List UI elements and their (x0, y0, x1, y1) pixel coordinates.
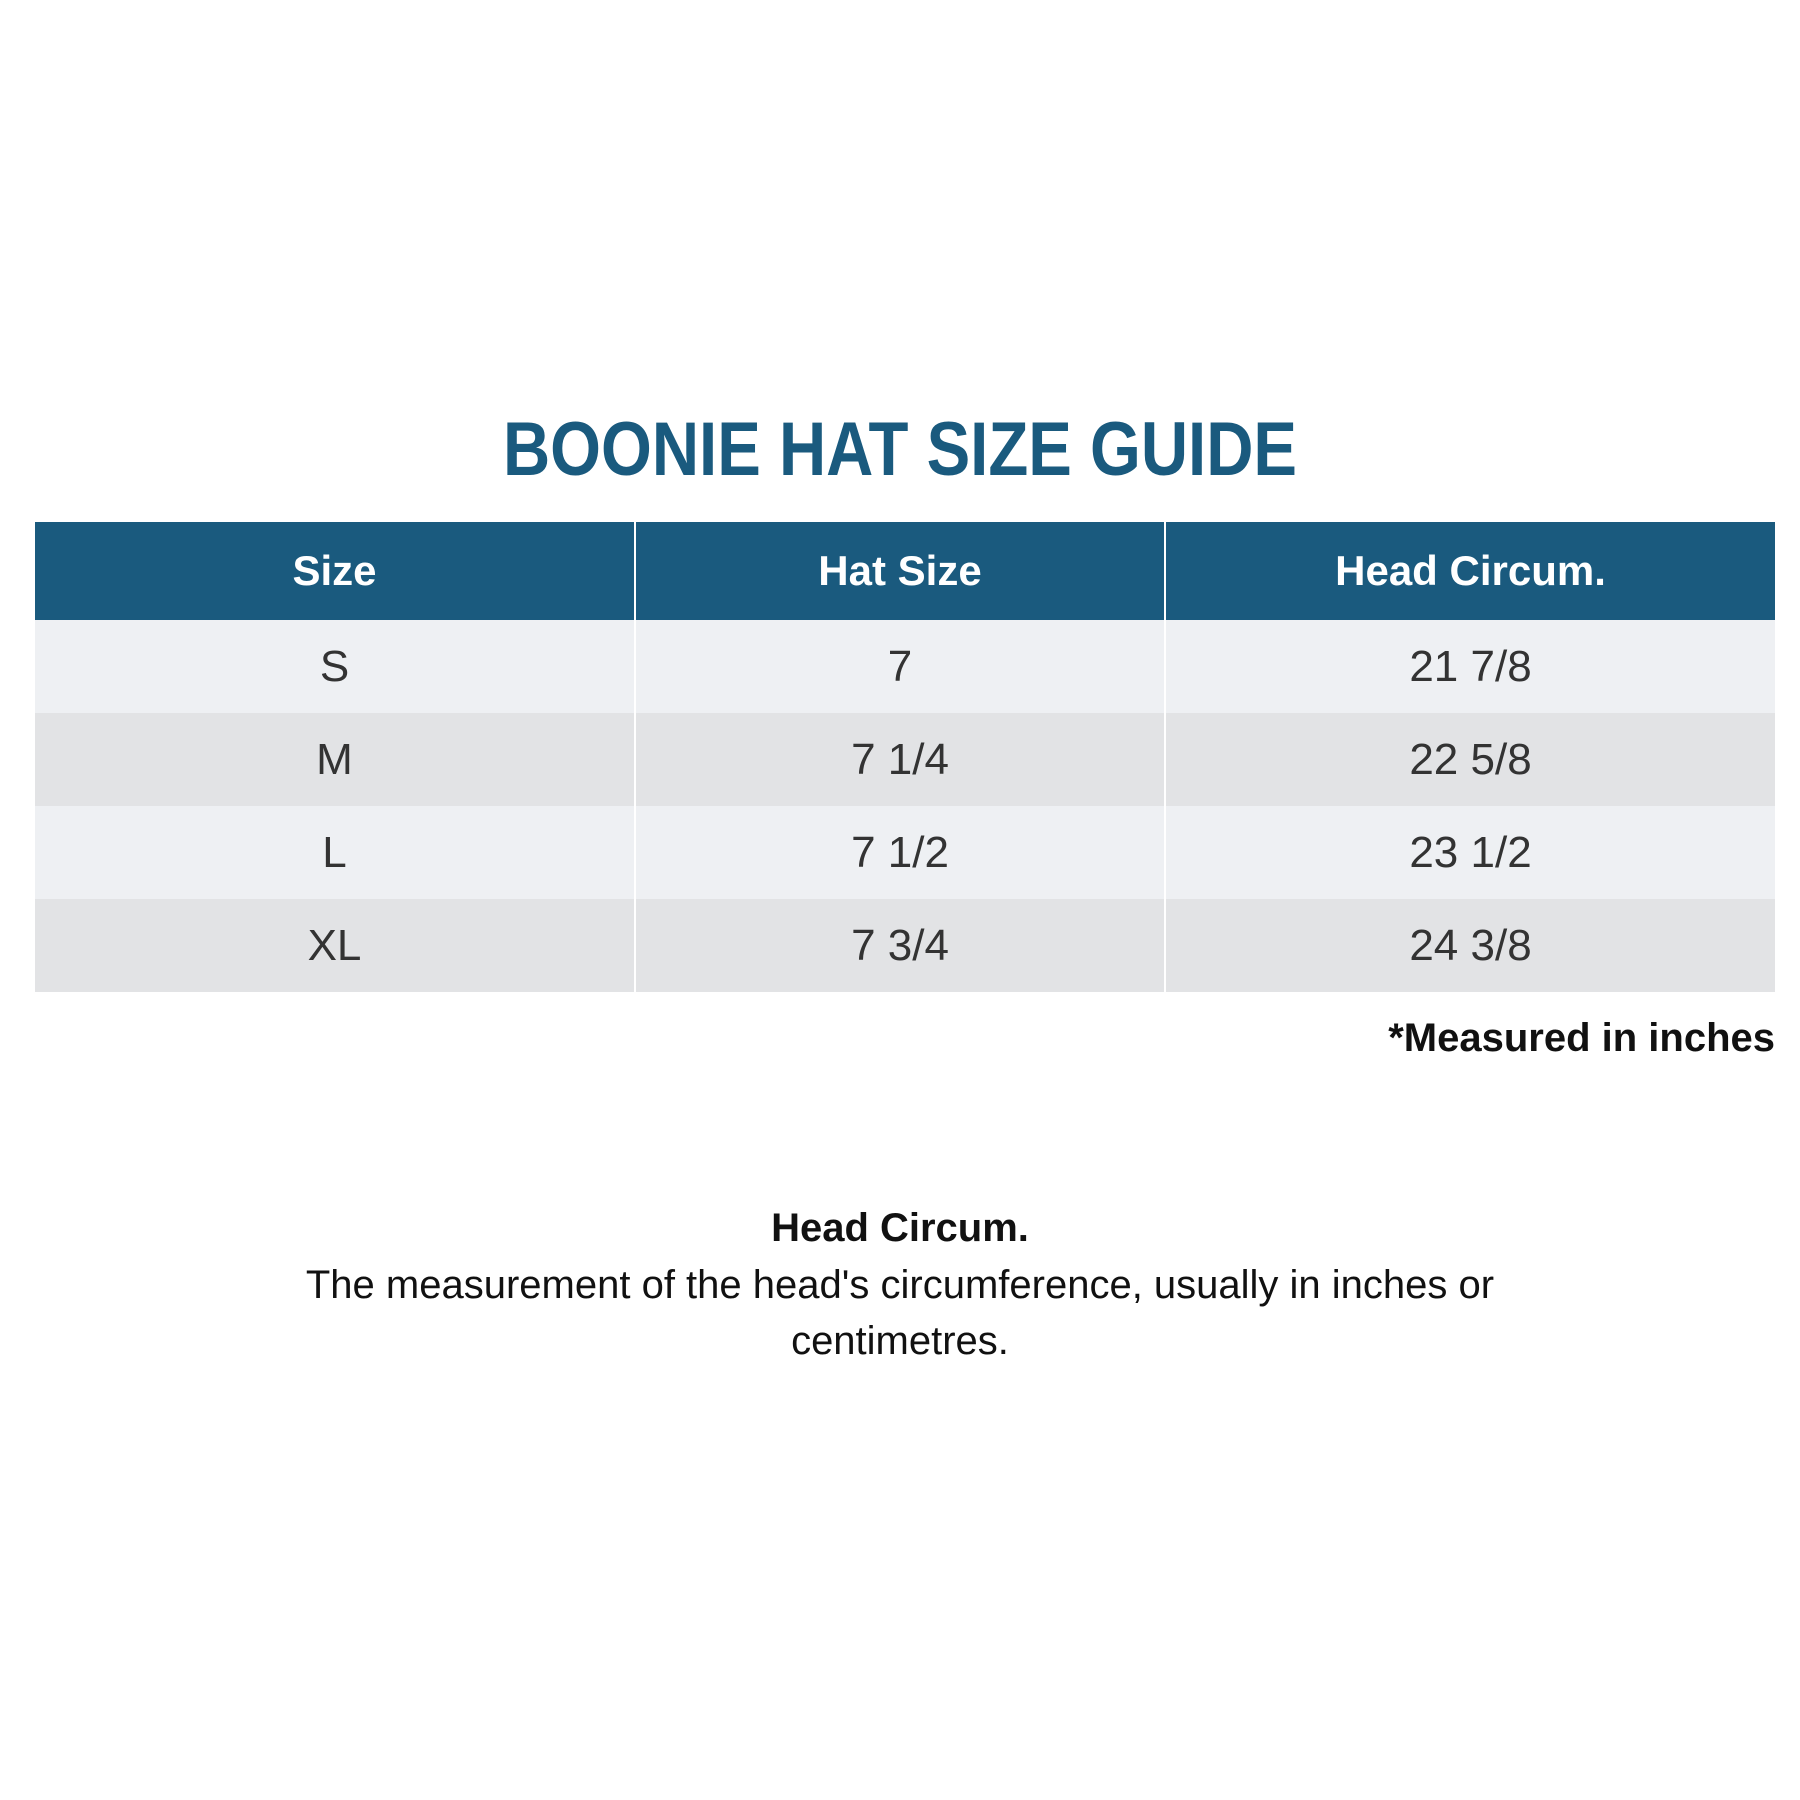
header-size: Size (35, 522, 635, 620)
cell-hat-size: 7 1/4 (635, 713, 1165, 806)
size-table (35, 522, 1775, 992)
cell-head-circum: 22 5/8 (1165, 713, 1775, 806)
cell-head-circum: 24 3/8 (1165, 899, 1775, 992)
cell-size: S (35, 620, 635, 713)
cell-size: XL (35, 899, 635, 992)
table-row (35, 620, 1775, 713)
table-row (35, 713, 1775, 806)
table-row (35, 806, 1775, 899)
cell-head-circum: 21 7/8 (1165, 620, 1775, 713)
definition-term: Head Circum. (771, 1206, 1029, 1250)
page-title: BOONIE HAT SIZE GUIDE (502, 407, 1298, 492)
cell-size: L (35, 806, 635, 899)
table-header-row (35, 522, 1775, 620)
measurement-note: *Measured in inches (1388, 1016, 1775, 1060)
size-table-container (35, 522, 1775, 992)
cell-head-circum: 23 1/2 (1165, 806, 1775, 899)
definition-text: The measurement of the head's circumference, usually in inches or centimetres. (305, 1263, 1495, 1363)
cell-hat-size: 7 3/4 (635, 899, 1165, 992)
cell-hat-size: 7 1/2 (635, 806, 1165, 899)
cell-hat-size: 7 (635, 620, 1165, 713)
header-head-circum: Head Circum. (1165, 522, 1775, 620)
table-row (35, 899, 1775, 992)
cell-size: M (35, 713, 635, 806)
header-hat-size: Hat Size (635, 522, 1165, 620)
